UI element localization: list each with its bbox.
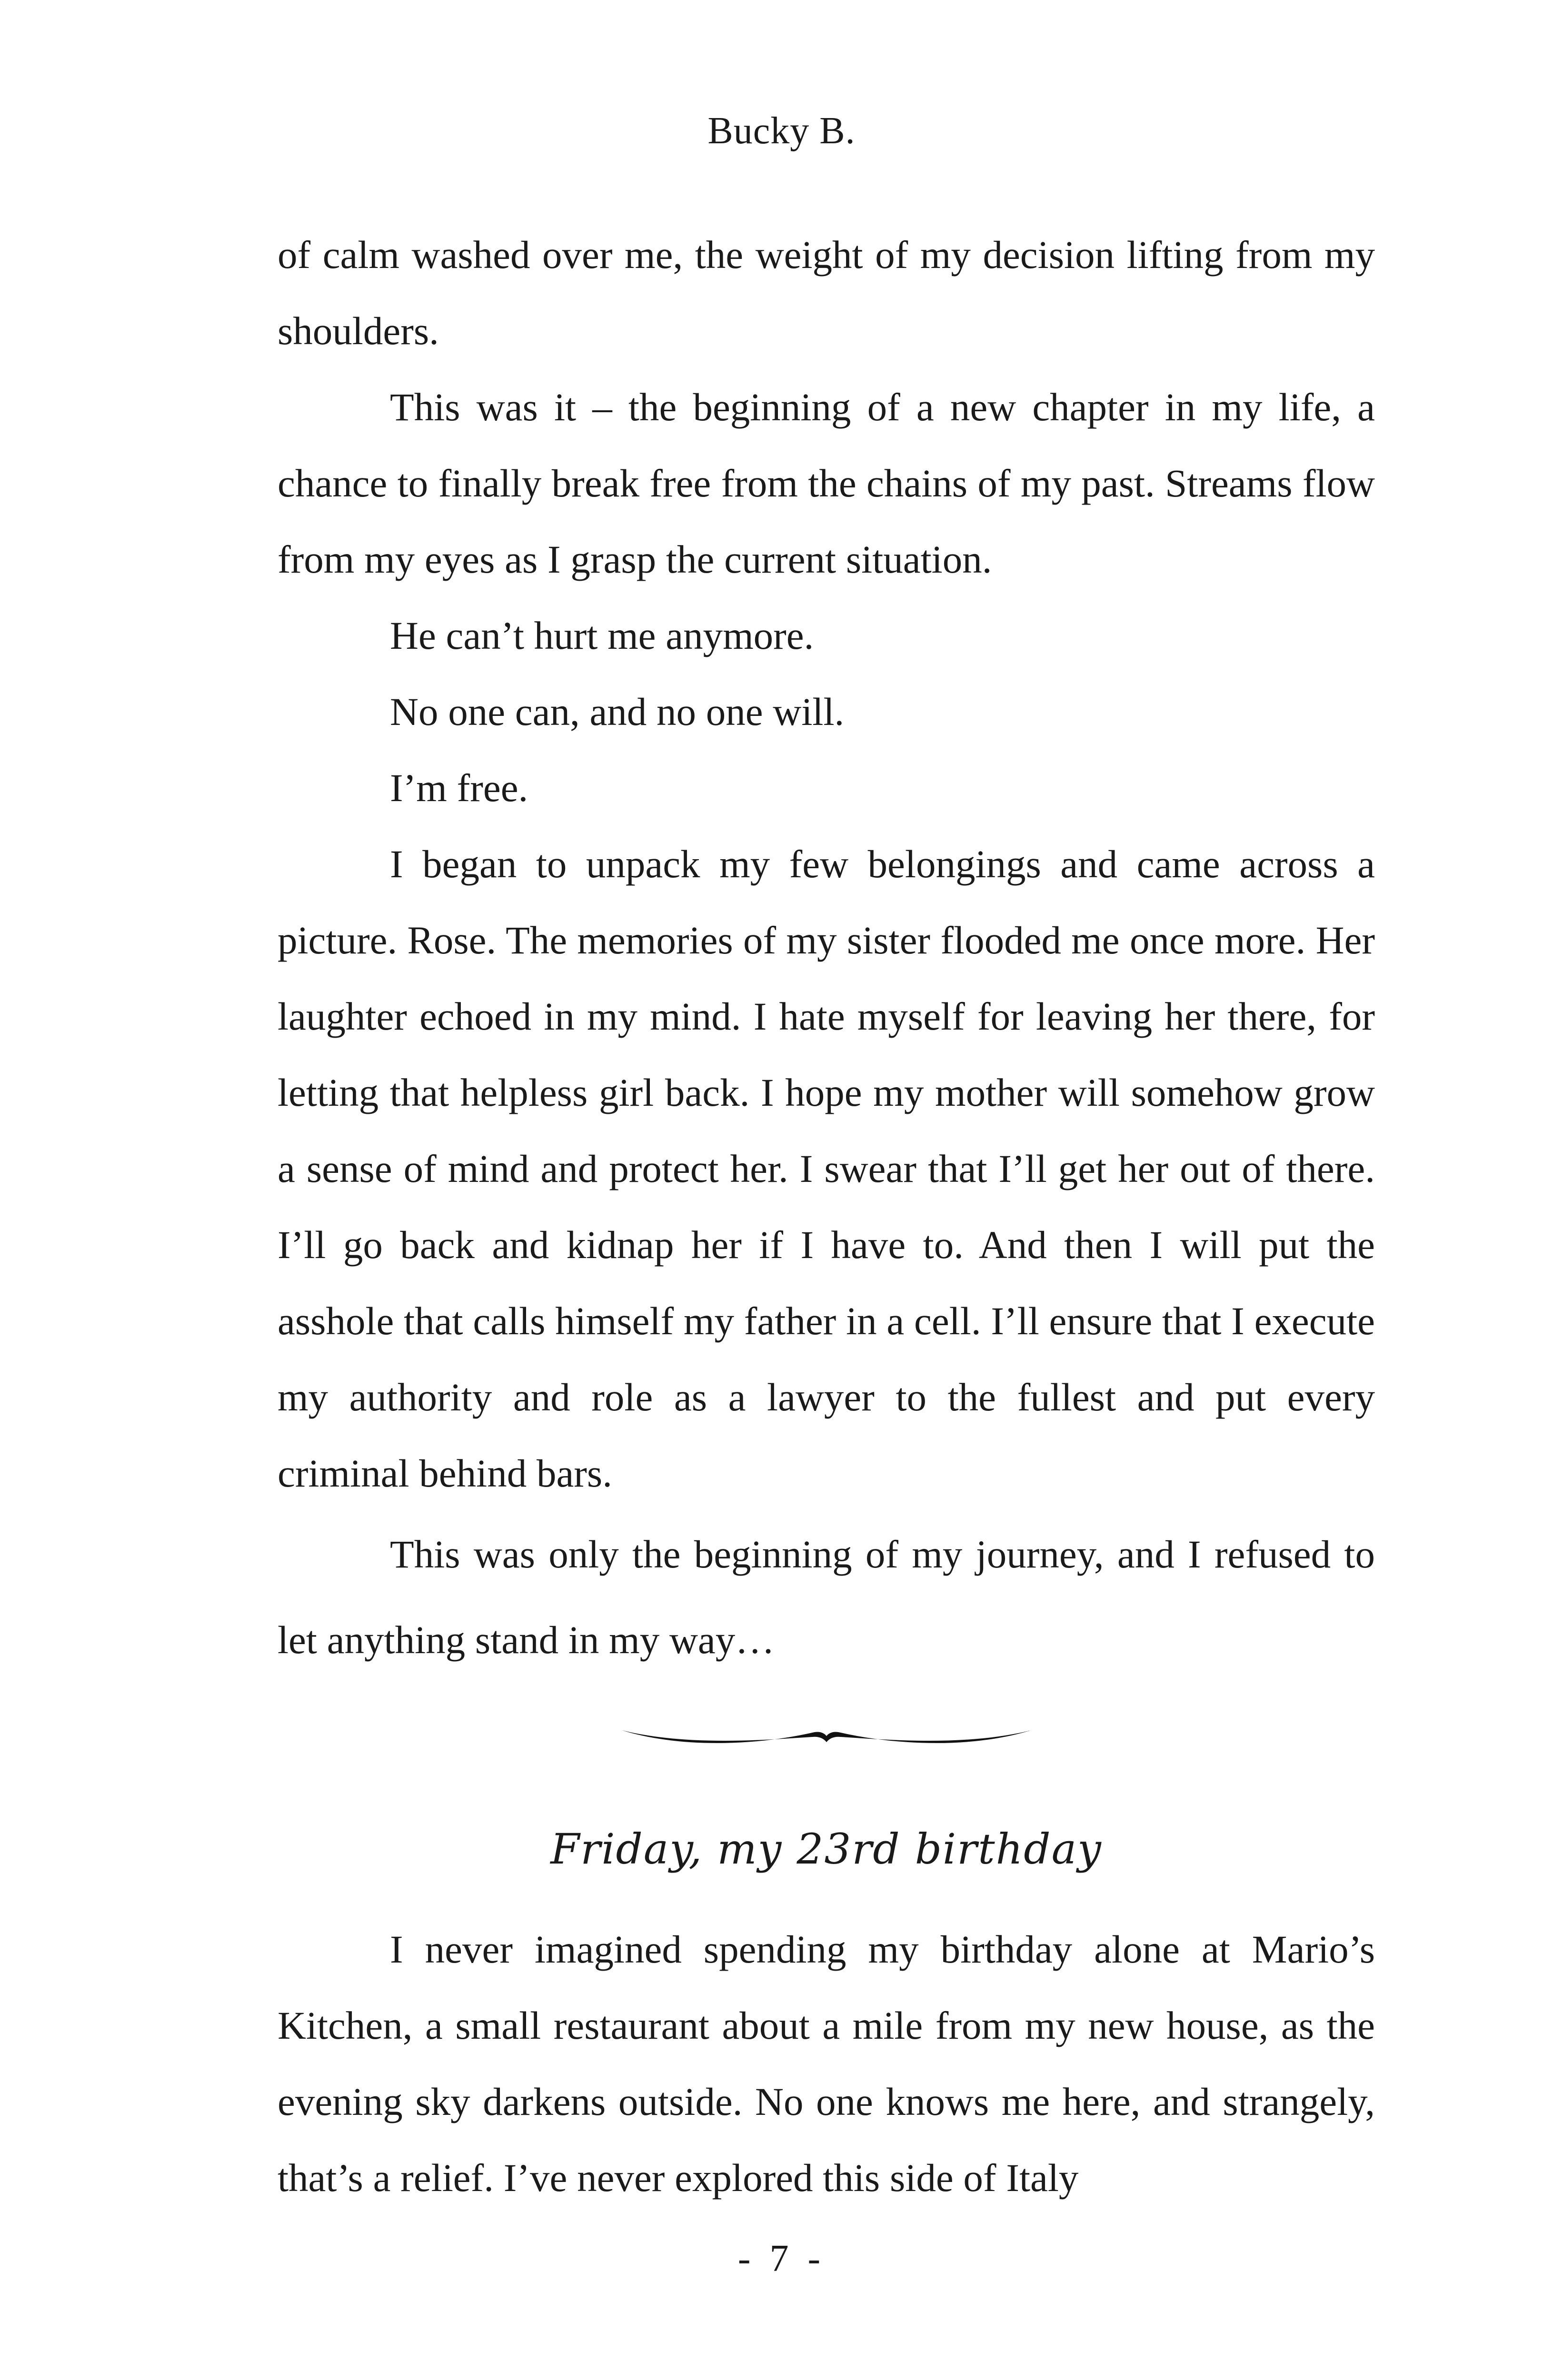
paragraph: I’m free. [390,766,528,810]
section-title: Friday, my 23rd birthday [550,1825,1102,1874]
paragraph: I never imagined spending my birthday alone at Mario’s Kitchen, a small restaurant about a mile from my new house, as the evening sky darkens outside. No one knows me here, and strangely, that’s a relief. I’ve never explored this side of Italy [278,1927,1375,2200]
running-head: Bucky B. [707,110,856,152]
page-number: - 7 - [737,2238,826,2280]
body-text [278,217,1375,2216]
section-divider-flourish [617,1716,1036,1759]
paragraph: of calm washed over me, the weight of my decision lifting from my shoulders. [278,233,1375,353]
paragraph: This was only the beginning of my journey, and I refused to let anything stand in my way… [278,1532,1375,1662]
paragraph: No one can, and no one will. [390,690,845,734]
paragraph: I began to unpack my few belongings and came across a picture. Rose. The memories of my sister flooded me once more. Her laughter echoed in my mind. I hate myself for leaving her there, for letting that helpless girl back. I hope my mother will somehow grow a sense of mind and protect her. I swear that I’ll get her out of there. I’ll go back and kidnap her if I have to. And then I will put the asshole that calls himself my father in a cell. I’ll ensure that I execute my authority and role as a lawyer to the fullest and put every criminal behind bars. [278,842,1375,1495]
paragraph: He can’t hurt me anymore. [390,614,814,657]
paragraph: This was it – the beginning of a new chapter in my life, a chance to finally break free from the chains of my past. Streams flow from my eyes as I grasp the current situation. [278,385,1375,581]
